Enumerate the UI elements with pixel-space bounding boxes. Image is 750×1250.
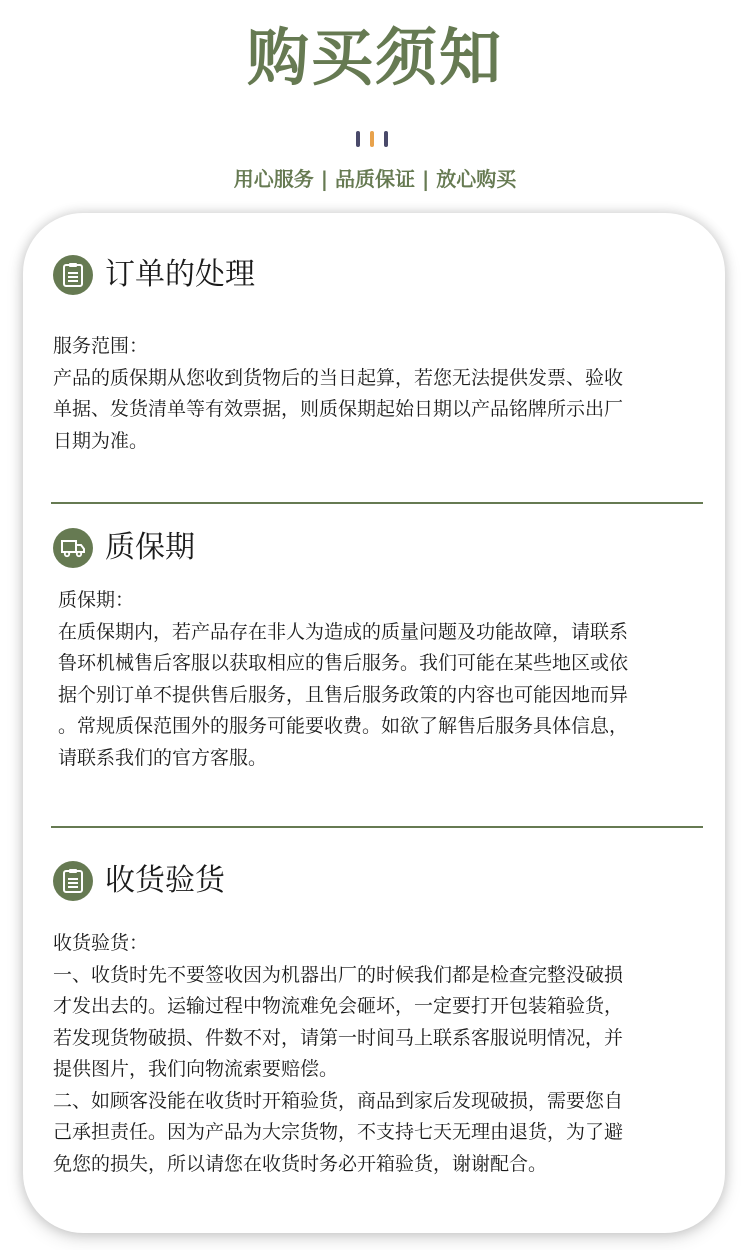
- section-line: 单据、发货清单等有效票据，则质保期起始日期以产品铭牌所示出厂: [53, 398, 624, 420]
- section-line: 收货验货：: [53, 932, 149, 954]
- section-title: 收货验货: [105, 863, 225, 898]
- dot-orange-center: [370, 131, 374, 147]
- section-line: 日期为准。: [53, 429, 149, 452]
- section-divider: [51, 502, 703, 504]
- section-warranty-header: [53, 526, 195, 570]
- section-line: 服务范围：: [53, 335, 149, 357]
- section-line: 鲁环机械售后客服以获取相应的售后服务。我们可能在某些地区或依: [58, 652, 629, 674]
- section-line: 免您的损失，所以请您在收货时务必开箱验货，谢谢配合。: [53, 1152, 548, 1175]
- section-line: 请联系我们的官方客服。: [58, 746, 268, 769]
- section-line: 产品的质保期从您收到货物后的当日起算，若您无法提供发票、验收: [53, 366, 624, 389]
- section-line: 若发现货物破损、件数不对，请第一时间马上联系客服说明情况，并: [53, 1026, 624, 1049]
- dot-dark-right: [384, 131, 388, 147]
- section-title: 订单的处理: [105, 257, 255, 292]
- section-line: 在质保期内，若产品存在非人为造成的质量问题及功能故障，请联系: [58, 620, 629, 643]
- section-line: 一、收货时先不要签收因为机器出厂的时候我们都是检查完整没破损: [53, 963, 624, 986]
- section-line: 质保期：: [58, 589, 135, 611]
- section-receiving-header: [53, 859, 225, 903]
- section-line: 提供图片，我们向物流索要赔偿。: [53, 1058, 339, 1080]
- section-line: 据个别订单不提供售后服务，且售后服务政策的内容也可能因地而异: [58, 683, 629, 706]
- section-order-processing-body: [53, 331, 703, 457]
- section-title: 质保期: [105, 530, 195, 565]
- section-line: 二、如顾客没能在收货时开箱验货，商品到家后发现破损，需要您自: [53, 1089, 624, 1112]
- section-receiving-body: [53, 928, 703, 1180]
- dot-dark-left: [356, 131, 360, 147]
- truck-icon: [53, 528, 93, 568]
- clipboard-icon: [53, 255, 93, 295]
- info-card: [23, 213, 725, 1233]
- section-line: 。常规质保范围外的服务可能要收费。如欲了解售后服务具体信息，: [58, 715, 629, 737]
- section-divider: [51, 826, 703, 828]
- section-warranty-body: [58, 585, 708, 774]
- section-order-processing-header: [53, 253, 255, 297]
- section-line: 己承担责任。因为产品为大宗货物，不支持七天无理由退货，为了避: [53, 1121, 624, 1143]
- tagline: 用心服务 | 品质保证 | 放心购买: [233, 167, 517, 191]
- section-line: 才发出去的。运输过程中物流难免会砸坏，一定要打开包装箱验货，: [53, 995, 624, 1017]
- clipboard-icon: [53, 861, 93, 901]
- page-title: 购买须知: [246, 21, 503, 94]
- decorative-dots: [355, 131, 395, 147]
